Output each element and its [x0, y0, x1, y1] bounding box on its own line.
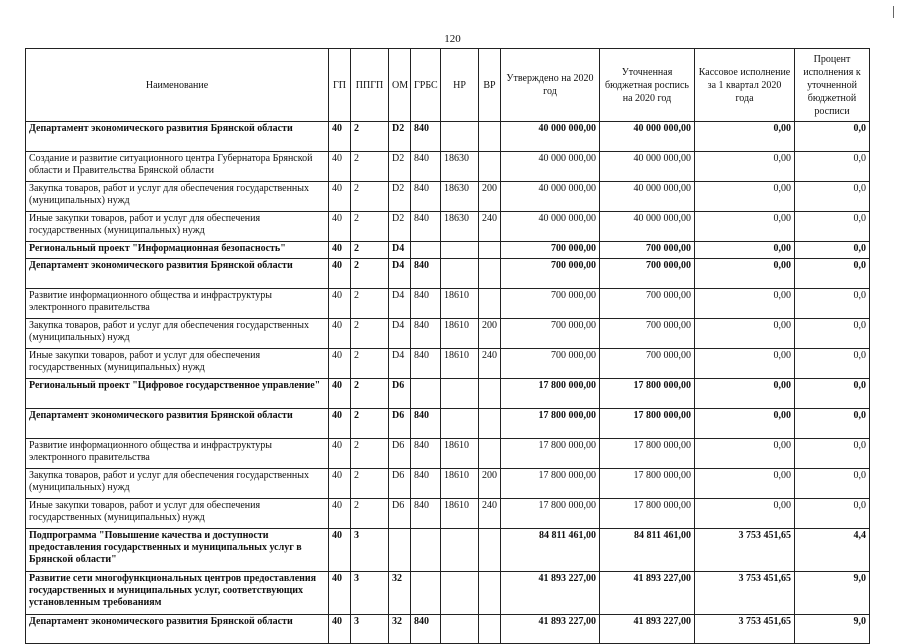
- cell-om: D4: [389, 319, 411, 349]
- cell-cash: 0,00: [695, 379, 795, 409]
- cell-refined: 84 811 461,00: [600, 529, 695, 572]
- cell-grbs: 840: [411, 259, 441, 289]
- cell-cash: 0,00: [695, 319, 795, 349]
- cell-name: Департамент экономического развития Брянской области: [26, 259, 329, 289]
- cell-gp: 40: [329, 499, 351, 529]
- col-header-grbs: ГРБС: [411, 49, 441, 122]
- cell-name: Закупка товаров, работ и услуг для обеспечения государственных (муниципальных) нужд: [26, 319, 329, 349]
- cell-refined: 17 800 000,00: [600, 379, 695, 409]
- cell-approved: 17 800 000,00: [501, 439, 600, 469]
- cell-approved: 40 000 000,00: [501, 212, 600, 242]
- cell-vr: [479, 242, 501, 259]
- cell-np: 18630: [441, 182, 479, 212]
- cell-percent: 0,0: [795, 409, 870, 439]
- col-header-approved: Утверждено на 2020 год: [501, 49, 600, 122]
- cell-cash: 0,00: [695, 349, 795, 379]
- cell-percent: 4,4: [795, 529, 870, 572]
- cell-np: [441, 259, 479, 289]
- cell-grbs: [411, 572, 441, 615]
- cell-cash: 3 753 451,65: [695, 615, 795, 644]
- cell-cash: 0,00: [695, 469, 795, 499]
- scan-edge-mark: [893, 6, 894, 18]
- cell-vr: [479, 379, 501, 409]
- table-row: [26, 349, 870, 379]
- cell-name: Региональный проект "Информационная безопасность": [26, 242, 329, 259]
- cell-gp: 40: [329, 289, 351, 319]
- cell-refined: 17 800 000,00: [600, 499, 695, 529]
- col-header-name: Наименование: [26, 49, 329, 122]
- cell-percent: 0,0: [795, 152, 870, 182]
- cell-cash: 0,00: [695, 242, 795, 259]
- cell-vr: 240: [479, 212, 501, 242]
- cell-gp: 40: [329, 529, 351, 572]
- cell-percent: 0,0: [795, 122, 870, 152]
- cell-np: [441, 409, 479, 439]
- cell-cash: 0,00: [695, 122, 795, 152]
- cell-grbs: 840: [411, 319, 441, 349]
- cell-name: Развитие информационного общества и инфраструктуры электронного правительства: [26, 289, 329, 319]
- table-row: [26, 289, 870, 319]
- cell-grbs: 840: [411, 289, 441, 319]
- cell-ppgp: 2: [351, 212, 389, 242]
- cell-vr: 200: [479, 469, 501, 499]
- cell-vr: 200: [479, 182, 501, 212]
- cell-gp: 40: [329, 182, 351, 212]
- cell-ppgp: 3: [351, 615, 389, 644]
- cell-cash: 0,00: [695, 409, 795, 439]
- cell-om: 32: [389, 572, 411, 615]
- cell-np: [441, 529, 479, 572]
- cell-refined: 40 000 000,00: [600, 152, 695, 182]
- cell-ppgp: 3: [351, 529, 389, 572]
- cell-cash: 3 753 451,65: [695, 529, 795, 572]
- cell-grbs: [411, 529, 441, 572]
- cell-name: Иные закупки товаров, работ и услуг для обеспечения государственных (муниципальных) нужд: [26, 349, 329, 379]
- cell-refined: 40 000 000,00: [600, 182, 695, 212]
- cell-refined: 700 000,00: [600, 259, 695, 289]
- cell-approved: 41 893 227,00: [501, 572, 600, 615]
- cell-gp: 40: [329, 409, 351, 439]
- table-row: [26, 439, 870, 469]
- cell-grbs: 840: [411, 439, 441, 469]
- col-header-gp: ГП: [329, 49, 351, 122]
- cell-om: D6: [389, 379, 411, 409]
- cell-gp: 40: [329, 615, 351, 644]
- cell-cash: 0,00: [695, 289, 795, 319]
- cell-percent: 0,0: [795, 469, 870, 499]
- cell-refined: 41 893 227,00: [600, 572, 695, 615]
- cell-vr: 240: [479, 349, 501, 379]
- cell-ppgp: 2: [351, 409, 389, 439]
- budget-execution-table: [25, 48, 870, 644]
- cell-approved: 41 893 227,00: [501, 615, 600, 644]
- cell-approved: 17 800 000,00: [501, 499, 600, 529]
- cell-vr: [479, 615, 501, 644]
- page-number: 120: [444, 33, 461, 45]
- cell-grbs: 840: [411, 212, 441, 242]
- cell-approved: 17 800 000,00: [501, 379, 600, 409]
- cell-approved: 700 000,00: [501, 259, 600, 289]
- table-header-row: [26, 49, 870, 122]
- cell-percent: 9,0: [795, 572, 870, 615]
- cell-refined: 700 000,00: [600, 242, 695, 259]
- cell-percent: 0,0: [795, 289, 870, 319]
- cell-gp: 40: [329, 319, 351, 349]
- cell-gp: 40: [329, 212, 351, 242]
- cell-name: Закупка товаров, работ и услуг для обеспечения государственных (муниципальных) нужд: [26, 182, 329, 212]
- cell-refined: 700 000,00: [600, 349, 695, 379]
- cell-grbs: 840: [411, 469, 441, 499]
- cell-om: D6: [389, 439, 411, 469]
- cell-ppgp: 2: [351, 182, 389, 212]
- cell-grbs: 840: [411, 182, 441, 212]
- cell-cash: 0,00: [695, 439, 795, 469]
- cell-ppgp: 2: [351, 439, 389, 469]
- cell-vr: [479, 529, 501, 572]
- table-row: [26, 122, 870, 152]
- cell-gp: 40: [329, 469, 351, 499]
- cell-refined: 40 000 000,00: [600, 212, 695, 242]
- cell-grbs: 840: [411, 122, 441, 152]
- cell-om: D4: [389, 289, 411, 319]
- cell-vr: 240: [479, 499, 501, 529]
- cell-om: D4: [389, 349, 411, 379]
- cell-cash: 0,00: [695, 152, 795, 182]
- cell-refined: 700 000,00: [600, 289, 695, 319]
- cell-grbs: [411, 242, 441, 259]
- cell-percent: 0,0: [795, 349, 870, 379]
- cell-om: D2: [389, 212, 411, 242]
- cell-np: 18630: [441, 152, 479, 182]
- col-header-refined: Уточненная бюджетная роспись на 2020 год: [600, 49, 695, 122]
- cell-cash: 0,00: [695, 212, 795, 242]
- cell-name: Региональный проект "Цифровое государственное управление": [26, 379, 329, 409]
- cell-approved: 40 000 000,00: [501, 152, 600, 182]
- table-row: [26, 379, 870, 409]
- table-row: [26, 615, 870, 644]
- cell-approved: 17 800 000,00: [501, 409, 600, 439]
- cell-om: D6: [389, 469, 411, 499]
- cell-ppgp: 2: [351, 289, 389, 319]
- cell-name: Подпрограмма "Повышение качества и доступности предоставления государственных и муниципальных услуг в Брянской области": [26, 529, 329, 572]
- cell-name: Департамент экономического развития Брянской области: [26, 615, 329, 644]
- cell-percent: 0,0: [795, 439, 870, 469]
- cell-percent: 9,0: [795, 615, 870, 644]
- table-row: [26, 259, 870, 289]
- cell-ppgp: 2: [351, 379, 389, 409]
- cell-name: Развитие информационного общества и инфраструктуры электронного правительства: [26, 439, 329, 469]
- cell-ppgp: 2: [351, 242, 389, 259]
- cell-gp: 40: [329, 152, 351, 182]
- cell-om: 32: [389, 615, 411, 644]
- cell-refined: 17 800 000,00: [600, 409, 695, 439]
- cell-refined: 40 000 000,00: [600, 122, 695, 152]
- cell-gp: 40: [329, 349, 351, 379]
- cell-percent: 0,0: [795, 212, 870, 242]
- cell-gp: 40: [329, 242, 351, 259]
- cell-name: Развитие сети многофункциональных центров предоставления государственных и муниципальных услуг, соответствующих установленным требованиям: [26, 572, 329, 615]
- cell-gp: 40: [329, 259, 351, 289]
- table-body: [26, 122, 870, 644]
- cell-percent: 0,0: [795, 182, 870, 212]
- cell-percent: 0,0: [795, 499, 870, 529]
- cell-np: 18610: [441, 499, 479, 529]
- cell-np: 18610: [441, 469, 479, 499]
- cell-om: D2: [389, 122, 411, 152]
- cell-name: Закупка товаров, работ и услуг для обеспечения государственных (муниципальных) нужд: [26, 469, 329, 499]
- table-row: [26, 572, 870, 615]
- cell-gp: 40: [329, 572, 351, 615]
- table-row: [26, 242, 870, 259]
- cell-percent: 0,0: [795, 259, 870, 289]
- cell-vr: [479, 259, 501, 289]
- cell-grbs: 840: [411, 152, 441, 182]
- cell-ppgp: 2: [351, 499, 389, 529]
- table-row: [26, 182, 870, 212]
- cell-approved: 700 000,00: [501, 242, 600, 259]
- cell-vr: [479, 439, 501, 469]
- cell-vr: [479, 409, 501, 439]
- cell-refined: 17 800 000,00: [600, 469, 695, 499]
- table-row: [26, 529, 870, 572]
- cell-grbs: 840: [411, 409, 441, 439]
- cell-approved: 84 811 461,00: [501, 529, 600, 572]
- cell-np: 18610: [441, 319, 479, 349]
- cell-approved: 700 000,00: [501, 289, 600, 319]
- cell-name: Иные закупки товаров, работ и услуг для обеспечения государственных (муниципальных) нужд: [26, 212, 329, 242]
- cell-om: D2: [389, 182, 411, 212]
- cell-refined: 17 800 000,00: [600, 439, 695, 469]
- table-row: [26, 469, 870, 499]
- cell-cash: 0,00: [695, 259, 795, 289]
- cell-approved: 700 000,00: [501, 319, 600, 349]
- cell-grbs: 840: [411, 349, 441, 379]
- table-row: [26, 212, 870, 242]
- cell-om: D6: [389, 409, 411, 439]
- cell-ppgp: 2: [351, 319, 389, 349]
- cell-vr: [479, 572, 501, 615]
- table-row: [26, 319, 870, 349]
- cell-percent: 0,0: [795, 319, 870, 349]
- table-row: [26, 499, 870, 529]
- cell-np: 18630: [441, 212, 479, 242]
- cell-vr: [479, 289, 501, 319]
- cell-grbs: [411, 379, 441, 409]
- cell-vr: 200: [479, 319, 501, 349]
- cell-ppgp: 2: [351, 259, 389, 289]
- cell-vr: [479, 152, 501, 182]
- cell-name: Иные закупки товаров, работ и услуг для обеспечения государственных (муниципальных) нужд: [26, 499, 329, 529]
- cell-vr: [479, 122, 501, 152]
- cell-gp: 40: [329, 439, 351, 469]
- cell-grbs: 840: [411, 615, 441, 644]
- cell-cash: 0,00: [695, 499, 795, 529]
- table-row: [26, 409, 870, 439]
- cell-name: Департамент экономического развития Брянской области: [26, 122, 329, 152]
- cell-ppgp: 3: [351, 572, 389, 615]
- cell-name: Департамент экономического развития Брянской области: [26, 409, 329, 439]
- cell-np: 18610: [441, 439, 479, 469]
- cell-name: Создание и развитие ситуационного центра Губернатора Брянской области и Правительства Брянской области: [26, 152, 329, 182]
- col-header-ppgp: ППГП: [351, 49, 389, 122]
- cell-np: [441, 615, 479, 644]
- col-header-percent: Процент исполнения к уточненной бюджетной росписи: [795, 49, 870, 122]
- cell-cash: 3 753 451,65: [695, 572, 795, 615]
- cell-gp: 40: [329, 379, 351, 409]
- cell-approved: 40 000 000,00: [501, 182, 600, 212]
- cell-ppgp: 2: [351, 152, 389, 182]
- cell-percent: 0,0: [795, 242, 870, 259]
- cell-approved: 17 800 000,00: [501, 469, 600, 499]
- cell-np: [441, 572, 479, 615]
- cell-np: 18610: [441, 349, 479, 379]
- cell-ppgp: 2: [351, 122, 389, 152]
- col-header-cash: Кассовое исполнение за 1 квартал 2020 года: [695, 49, 795, 122]
- cell-om: D4: [389, 242, 411, 259]
- cell-cash: 0,00: [695, 182, 795, 212]
- cell-om: [389, 529, 411, 572]
- cell-np: [441, 122, 479, 152]
- col-header-om: ОМ: [389, 49, 411, 122]
- cell-refined: 41 893 227,00: [600, 615, 695, 644]
- cell-np: 18610: [441, 289, 479, 319]
- cell-ppgp: 2: [351, 349, 389, 379]
- cell-refined: 700 000,00: [600, 319, 695, 349]
- col-header-vr: ВР: [479, 49, 501, 122]
- cell-ppgp: 2: [351, 469, 389, 499]
- cell-om: D6: [389, 499, 411, 529]
- cell-np: [441, 242, 479, 259]
- cell-approved: 40 000 000,00: [501, 122, 600, 152]
- table-row: [26, 152, 870, 182]
- cell-om: D4: [389, 259, 411, 289]
- cell-percent: 0,0: [795, 379, 870, 409]
- cell-approved: 700 000,00: [501, 349, 600, 379]
- cell-np: [441, 379, 479, 409]
- cell-gp: 40: [329, 122, 351, 152]
- col-header-np: НР: [441, 49, 479, 122]
- cell-om: D2: [389, 152, 411, 182]
- cell-grbs: 840: [411, 499, 441, 529]
